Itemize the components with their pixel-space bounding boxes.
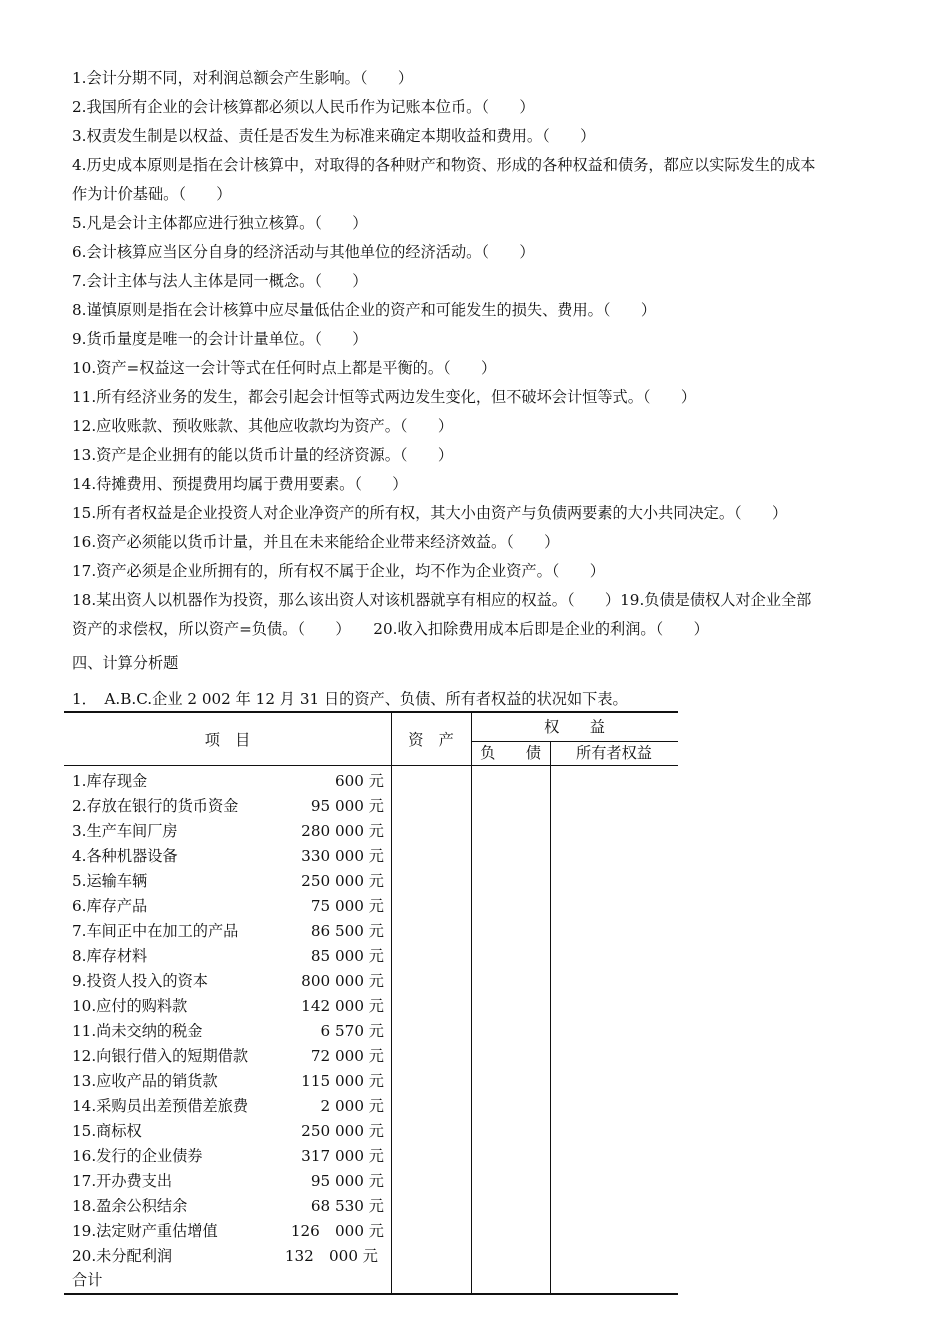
section-title: 四、计算分析题	[72, 654, 179, 672]
table-divider	[550, 741, 551, 1293]
table-row	[72, 1094, 384, 1119]
question-line: 17.资产必须是企业所拥有的，所有权不属于企业，均不作为企业资产。（ ）	[72, 562, 605, 580]
question-line: 14.待摊费用、预提费用均属于费用要素。（ ）	[72, 475, 408, 493]
question-line: 作为计价基础。（ ）	[72, 185, 232, 203]
table-row	[72, 969, 384, 994]
row-item: 5.运输车辆	[72, 872, 148, 890]
table-divider	[471, 713, 472, 1293]
question-line: 13.资产是企业拥有的能以货币计量的经济资源。（ ）	[72, 446, 454, 464]
row-item: 6.库存产品	[72, 897, 148, 915]
question-line: 3.权责发生制是以权益、责任是否发生为标准来确定本期收益和费用。（ ）	[72, 127, 596, 145]
row-amount: 95 000 元	[310, 1172, 384, 1190]
table-row	[72, 769, 384, 794]
row-amount: 85 000 元	[310, 947, 384, 965]
table-row	[72, 944, 384, 969]
row-amount: 250 000 元	[301, 1122, 384, 1140]
table-divider	[391, 713, 392, 1293]
row-item: 15.商标权	[72, 1122, 142, 1140]
row-amount: 6 570 元	[320, 1022, 384, 1040]
question-line: 16.资产必须能以货币计量，并且在未来能给企业带来经济效益。（ ）	[72, 533, 560, 551]
row-amount: 280 000 元	[301, 822, 384, 840]
row-item: 18.盈余公积结余	[72, 1197, 188, 1215]
row-item: 8.库存材料	[72, 947, 148, 965]
table-divider	[64, 765, 678, 766]
table-row	[72, 869, 384, 894]
question-line: 5.凡是会计主体都应进行独立核算。（ ）	[72, 214, 368, 232]
row-amount: 317 000 元	[301, 1147, 384, 1165]
row-item: 14.采购员出差预借差旅费	[72, 1097, 249, 1115]
row-item: 3.生产车间厂房	[72, 822, 178, 840]
question-line: 8.谨慎原则是指在会计核算中应尽量低估企业的资产和可能发生的损失、费用。（ ）	[72, 301, 657, 319]
table-row	[72, 919, 384, 944]
row-item: 4.各种机器设备	[72, 847, 178, 865]
question-line: 18.某出资人以机器作为投资，那么该出资人对该机器就享有相应的权益。（ ）19.负债是债权人对企业全部	[72, 591, 812, 609]
table-row	[72, 1144, 384, 1169]
header-assets: 资 产	[408, 731, 454, 749]
row-item: 17.开办费支出	[72, 1172, 173, 1190]
row-item: 10.应付的购料款	[72, 997, 188, 1015]
table-row	[72, 819, 384, 844]
true-false-section	[72, 64, 898, 644]
balance-sheet-table	[64, 711, 678, 1295]
table-row	[72, 1069, 384, 1094]
row-item: 11.尚未交纳的税金	[72, 1022, 203, 1040]
question-line: 1.会计分期不同，对利润总额会产生影响。（ ）	[72, 69, 414, 87]
problem-intro: 1． A.B.C.企业 2 002 年 12 月 31 日的资产、负债、所有者权益的状况如下表。	[72, 690, 628, 708]
row-amount: 132 000 元	[284, 1247, 378, 1265]
question-line: 4.历史成本原则是指在会计核算中，对取得的各种财产和物资、形成的各种权益和债务，都应以实际发生的成本	[72, 156, 816, 174]
row-amount: 75 000 元	[310, 897, 384, 915]
row-item: 9.投资人投入的资本	[72, 972, 208, 990]
header-owners-equity: 所有者权益	[576, 744, 652, 762]
row-item: 16.发行的企业债券	[72, 1147, 203, 1165]
table-row	[72, 1169, 384, 1194]
table-divider	[471, 741, 678, 742]
row-amount: 250 000 元	[301, 872, 384, 890]
table-row	[72, 894, 384, 919]
row-amount: 72 000 元	[310, 1047, 384, 1065]
question-line: 10.资产=权益这一会计等式在任何时点上都是平衡的。（ ）	[72, 359, 497, 377]
table-row	[72, 1219, 384, 1244]
question-line: 6.会计核算应当区分自身的经济活动与其他单位的经济活动。（ ）	[72, 243, 535, 261]
header-item: 项 目	[204, 731, 251, 749]
row-amount: 800 000 元	[301, 972, 384, 990]
row-item: 20.未分配利润	[72, 1247, 173, 1265]
true-false-list	[72, 64, 898, 644]
row-amount: 115 000 元	[301, 1072, 384, 1090]
row-amount: 2 000 元	[320, 1097, 384, 1115]
table-row	[72, 794, 384, 819]
row-item: 13.应收产品的销货款	[72, 1072, 218, 1090]
row-amount: 126 000 元	[290, 1222, 384, 1240]
row-item: 2.存放在银行的货币资金	[72, 797, 239, 815]
table-row	[72, 1119, 384, 1144]
row-amount: 142 000 元	[301, 997, 384, 1015]
row-item: 7.车间正中在加工的产品	[72, 922, 239, 940]
row-amount: 330 000 元	[301, 847, 384, 865]
question-line: 9.货币量度是唯一的会计计量单位。（ ）	[72, 330, 368, 348]
row-item: 19.法定财产重估增值	[72, 1222, 218, 1240]
table-row	[72, 1019, 384, 1044]
question-line: 2.我国所有企业的会计核算都必须以人民币作为记账本位币。（ ）	[72, 98, 535, 116]
table-row	[72, 994, 384, 1019]
question-line: 15.所有者权益是企业投资人对企业净资产的所有权，其大小由资产与负债两要素的大小共同决定。（ ）	[72, 504, 788, 522]
header-liabilities: 负 债	[480, 744, 541, 762]
question-line: 11.所有经济业务的发生，都会引起会计恒等式两边发生变化，但不破坏会计恒等式。（ ）	[72, 388, 697, 406]
total-label: 合计	[72, 1271, 103, 1289]
question-line: 7.会计主体与法人主体是同一概念。（ ）	[72, 272, 368, 290]
row-item: 12.向银行借入的短期借款	[72, 1047, 249, 1065]
header-equity: 权 益	[544, 718, 605, 736]
question-line: 12.应收账款、预收账款、其他应收款均为资产。（ ）	[72, 417, 454, 435]
row-amount: 600 元	[334, 772, 384, 790]
table-row	[72, 1244, 384, 1269]
question-line: 资产的求偿权，所以资产=负债。（ ） 20.收入扣除费用成本后即是企业的利润。（ ）	[72, 620, 709, 638]
row-amount: 95 000 元	[310, 797, 384, 815]
row-item: 1.库存现金	[72, 772, 148, 790]
row-amount: 86 500 元	[310, 922, 384, 940]
table-row	[72, 1194, 384, 1219]
table-row	[72, 1044, 384, 1069]
row-amount: 68 530 元	[310, 1197, 384, 1215]
table-row	[72, 844, 384, 869]
